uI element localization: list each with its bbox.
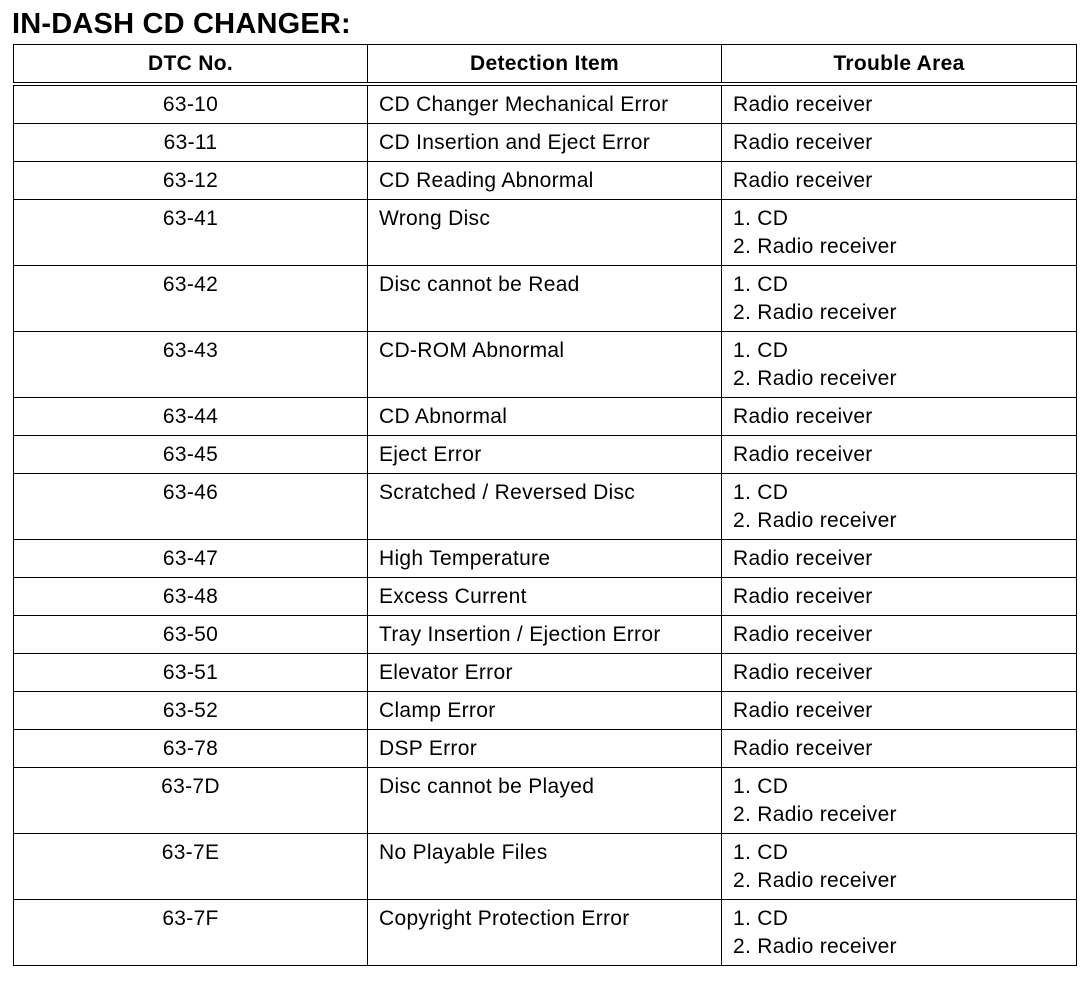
- trouble-area-line: 1. CD: [733, 207, 789, 230]
- trouble-area-line: Radio receiver: [733, 699, 873, 722]
- header-row: [14, 45, 1077, 85]
- dtc-code-cell: [14, 398, 368, 436]
- detection-item-cell: [368, 834, 722, 900]
- detection-item: Excess Current: [379, 585, 527, 608]
- trouble-area-cell: [722, 900, 1077, 966]
- trouble-area-line: 2. Radio receiver: [733, 235, 897, 258]
- trouble-area-line: 2. Radio receiver: [733, 509, 897, 532]
- dtc-code: 63-43: [162, 339, 219, 362]
- detection-item-cell: [368, 162, 722, 200]
- trouble-area-line: 2. Radio receiver: [733, 869, 897, 892]
- trouble-area-line: Radio receiver: [733, 443, 873, 466]
- header-trouble-area: Trouble Area: [722, 45, 1077, 85]
- trouble-area-line: 1. CD: [733, 775, 789, 798]
- dtc-code: 63-45: [162, 443, 219, 466]
- trouble-area-line: Radio receiver: [733, 661, 873, 684]
- table-row: [14, 540, 1077, 578]
- detection-item-cell: [368, 436, 722, 474]
- dtc-code-cell: [14, 578, 368, 616]
- dtc-code-cell: [14, 474, 368, 540]
- trouble-area-cell: [722, 436, 1077, 474]
- trouble-area-line: Radio receiver: [733, 405, 873, 428]
- detection-item-cell: [368, 900, 722, 966]
- trouble-area-cell: [722, 162, 1077, 200]
- detection-item: Disc cannot be Read: [379, 273, 580, 296]
- table-row: [14, 162, 1077, 200]
- detection-item-cell: [368, 124, 722, 162]
- trouble-area-line: Radio receiver: [733, 93, 873, 116]
- dtc-code: 63-12: [162, 169, 219, 192]
- table-row: [14, 768, 1077, 834]
- detection-item: CD Abnormal: [379, 405, 508, 428]
- trouble-area-cell: [722, 834, 1077, 900]
- trouble-area-cell: [722, 768, 1077, 834]
- dtc-code-cell: [14, 900, 368, 966]
- trouble-area-line: Radio receiver: [733, 585, 873, 608]
- dtc-code: 63-10: [162, 93, 219, 116]
- detection-item: High Temperature: [379, 547, 551, 570]
- dtc-code-cell: [14, 834, 368, 900]
- table-row: [14, 616, 1077, 654]
- dtc-code: 63-78: [162, 737, 219, 760]
- detection-item-cell: [368, 398, 722, 436]
- trouble-area-cell: [722, 578, 1077, 616]
- trouble-area-line: 2. Radio receiver: [733, 935, 897, 958]
- trouble-area-line: 2. Radio receiver: [733, 803, 897, 826]
- detection-item: Eject Error: [379, 443, 482, 466]
- trouble-area-line: Radio receiver: [733, 623, 873, 646]
- dtc-code-cell: [14, 768, 368, 834]
- dtc-code-cell: [14, 654, 368, 692]
- detection-item-cell: [368, 616, 722, 654]
- trouble-area-line: 2. Radio receiver: [733, 367, 897, 390]
- trouble-area-line: Radio receiver: [733, 131, 873, 154]
- detection-item: Scratched / Reversed Disc: [379, 481, 636, 504]
- trouble-area-cell: [722, 124, 1077, 162]
- detection-item: Wrong Disc: [379, 207, 491, 230]
- trouble-area-cell: [722, 654, 1077, 692]
- table-row: [14, 266, 1077, 332]
- detection-item-cell: [368, 540, 722, 578]
- trouble-area-line: 1. CD: [733, 841, 789, 864]
- detection-item: DSP Error: [379, 737, 477, 760]
- trouble-area-line: 2. Radio receiver: [733, 301, 897, 324]
- table-row: [14, 730, 1077, 768]
- detection-item-cell: [368, 768, 722, 834]
- dtc-code-cell: [14, 540, 368, 578]
- table-row: [14, 200, 1077, 266]
- dtc-code-cell: [14, 266, 368, 332]
- detection-item-cell: [368, 730, 722, 768]
- trouble-area-cell: [722, 200, 1077, 266]
- trouble-area-line: Radio receiver: [733, 169, 873, 192]
- dtc-code: 63-7F: [162, 907, 219, 930]
- dtc-code: 63-46: [162, 481, 219, 504]
- dtc-code-cell: [14, 616, 368, 654]
- dtc-code: 63-44: [162, 405, 219, 428]
- dtc-code: 63-50: [162, 623, 219, 646]
- detection-item: No Playable Files: [379, 841, 548, 864]
- detection-item-cell: [368, 200, 722, 266]
- dtc-code: 63-42: [162, 273, 219, 296]
- detection-item-cell: [368, 84, 722, 124]
- table-row: [14, 398, 1077, 436]
- detection-item-cell: [368, 654, 722, 692]
- detection-item: Elevator Error: [379, 661, 513, 684]
- trouble-area-cell: [722, 616, 1077, 654]
- dtc-code: 63-48: [162, 585, 219, 608]
- table-row: [14, 692, 1077, 730]
- detection-item-cell: [368, 474, 722, 540]
- dtc-code: 63-47: [162, 547, 219, 570]
- detection-item-cell: [368, 266, 722, 332]
- detection-item: CD Changer Mechanical Error: [379, 93, 669, 116]
- detection-item: CD Insertion and Eject Error: [379, 131, 651, 154]
- trouble-area-cell: [722, 84, 1077, 124]
- page-title: IN-DASH CD CHANGER:: [12, 8, 351, 40]
- detection-item-cell: [368, 692, 722, 730]
- dtc-code: 63-11: [163, 131, 218, 154]
- table-row: [14, 474, 1077, 540]
- trouble-area-cell: [722, 540, 1077, 578]
- dtc-code: 63-7E: [161, 841, 220, 864]
- dtc-code-cell: [14, 436, 368, 474]
- table-header: [14, 45, 1077, 85]
- dtc-code: 63-7D: [161, 775, 220, 798]
- trouble-area-cell: [722, 730, 1077, 768]
- detection-item: Clamp Error: [379, 699, 496, 722]
- table-row: [14, 436, 1077, 474]
- trouble-area-cell: [722, 474, 1077, 540]
- dtc-table: [13, 44, 1077, 966]
- table-row: [14, 834, 1077, 900]
- table-row: [14, 332, 1077, 398]
- detection-item-cell: [368, 332, 722, 398]
- trouble-area-cell: [722, 398, 1077, 436]
- trouble-area-line: 1. CD: [733, 907, 789, 930]
- header-detection-item: Detection Item: [368, 45, 722, 85]
- trouble-area-cell: [722, 332, 1077, 398]
- dtc-code-cell: [14, 124, 368, 162]
- detection-item: CD-ROM Abnormal: [379, 339, 565, 362]
- header-dtc-no: DTC No.: [14, 45, 368, 85]
- table-row: [14, 578, 1077, 616]
- trouble-area-line: Radio receiver: [733, 547, 873, 570]
- trouble-area-cell: [722, 692, 1077, 730]
- dtc-code: 63-41: [162, 207, 219, 230]
- detection-item: Disc cannot be Played: [379, 775, 595, 798]
- dtc-code-cell: [14, 84, 368, 124]
- trouble-area-line: 1. CD: [733, 339, 789, 362]
- detection-item: Tray Insertion / Ejection Error: [379, 623, 661, 646]
- detection-item-cell: [368, 578, 722, 616]
- dtc-code-cell: [14, 730, 368, 768]
- trouble-area-line: Radio receiver: [733, 737, 873, 760]
- table-row: [14, 124, 1077, 162]
- dtc-code-cell: [14, 692, 368, 730]
- trouble-area-cell: [722, 266, 1077, 332]
- dtc-code: 63-52: [162, 699, 219, 722]
- trouble-area-line: 1. CD: [733, 481, 789, 504]
- trouble-area-line: 1. CD: [733, 273, 789, 296]
- table-row: [14, 84, 1077, 124]
- table-row: [14, 654, 1077, 692]
- detection-item: Copyright Protection Error: [379, 907, 630, 930]
- dtc-code-cell: [14, 162, 368, 200]
- dtc-code: 63-51: [162, 661, 219, 684]
- table-row: [14, 900, 1077, 966]
- dtc-code-cell: [14, 200, 368, 266]
- detection-item: CD Reading Abnormal: [379, 169, 594, 192]
- table-body: [14, 84, 1077, 966]
- dtc-code-cell: [14, 332, 368, 398]
